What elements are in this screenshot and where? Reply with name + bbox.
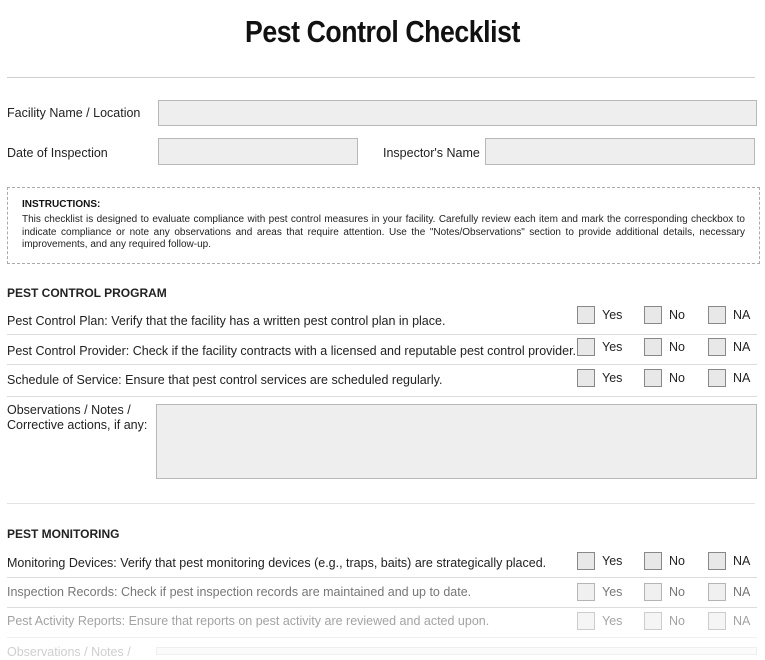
section-title: PEST MONITORING <box>7 527 120 541</box>
no-checkbox[interactable] <box>644 369 662 387</box>
section-title: PEST CONTROL PROGRAM <box>7 286 167 300</box>
notes-label: Observations / Notes / <box>7 645 131 659</box>
section-divider <box>7 503 755 504</box>
row-divider <box>7 396 757 397</box>
na-label: NA <box>733 585 751 599</box>
date-label: Date of Inspection <box>7 146 108 160</box>
yes-label: Yes <box>602 371 623 385</box>
no-label: No <box>669 585 685 599</box>
na-checkbox[interactable] <box>708 338 726 356</box>
yes-label: Yes <box>602 585 623 599</box>
checklist-question: Pest Activity Reports: Ensure that reports on pest activity are reviewed and acted upon. <box>7 614 490 628</box>
yes-checkbox[interactable] <box>577 583 595 601</box>
yes-label: Yes <box>602 614 623 628</box>
no-label: No <box>669 371 685 385</box>
notes-textarea[interactable] <box>156 404 757 479</box>
yes-checkbox[interactable] <box>577 612 595 630</box>
no-checkbox[interactable] <box>644 612 662 630</box>
row-divider <box>7 637 757 638</box>
checklist-row <box>7 583 757 613</box>
no-label: No <box>669 308 685 322</box>
notes-label: Observations / Notes / Corrective actions, if any: <box>7 403 148 432</box>
facility-label: Facility Name / Location <box>7 106 141 120</box>
page-title: Pest Control Checklist <box>245 14 520 49</box>
yes-checkbox[interactable] <box>577 338 595 356</box>
na-label: NA <box>733 554 751 568</box>
na-checkbox[interactable] <box>708 306 726 324</box>
notes-textarea[interactable] <box>156 647 757 655</box>
na-checkbox[interactable] <box>708 369 726 387</box>
checklist-question: Schedule of Service: Ensure that pest control services are scheduled regularly. <box>7 373 443 387</box>
row-divider <box>7 607 757 608</box>
inspector-input[interactable] <box>485 138 755 165</box>
instructions-heading: INSTRUCTIONS: <box>22 199 101 210</box>
no-checkbox[interactable] <box>644 583 662 601</box>
yes-label: Yes <box>602 308 623 322</box>
no-label: No <box>669 340 685 354</box>
checklist-question: Pest Control Plan: Verify that the facility has a written pest control plan in place. <box>7 314 446 328</box>
checklist-question: Pest Control Provider: Check if the facility contracts with a licensed and reputable pest control provider. <box>7 344 577 358</box>
no-checkbox[interactable] <box>644 552 662 570</box>
checklist-row <box>7 306 757 336</box>
na-label: NA <box>733 340 751 354</box>
date-input[interactable] <box>158 138 358 165</box>
na-label: NA <box>733 308 751 322</box>
instructions-text: This checklist is designed to evaluate compliance with pest control measures in your facility. Carefully review each item and mark the corresponding checkbox to indicate compliance or note any observations and areas that require attention. Use the "Notes/Observations" section to provide additional details, necessary improvements, and any required follow-up. <box>22 214 745 250</box>
row-divider <box>7 334 757 335</box>
no-checkbox[interactable] <box>644 338 662 356</box>
yes-label: Yes <box>602 554 623 568</box>
row-divider <box>7 364 757 365</box>
yes-checkbox[interactable] <box>577 369 595 387</box>
checklist-question: Inspection Records: Check if pest inspection records are maintained and up to date. <box>7 585 472 599</box>
instructions-box <box>7 187 760 264</box>
na-label: NA <box>733 371 751 385</box>
na-label: NA <box>733 614 751 628</box>
no-label: No <box>669 554 685 568</box>
na-checkbox[interactable] <box>708 583 726 601</box>
na-checkbox[interactable] <box>708 612 726 630</box>
yes-checkbox[interactable] <box>577 552 595 570</box>
no-label: No <box>669 614 685 628</box>
row-divider <box>7 577 757 578</box>
checklist-question: Monitoring Devices: Verify that pest monitoring devices (e.g., traps, baits) are strategically placed. <box>7 556 547 570</box>
inspector-label: Inspector's Name <box>383 146 480 160</box>
checklist-row <box>7 369 757 399</box>
facility-input[interactable] <box>158 100 757 126</box>
divider <box>7 77 755 78</box>
yes-label: Yes <box>602 340 623 354</box>
yes-checkbox[interactable] <box>577 306 595 324</box>
na-checkbox[interactable] <box>708 552 726 570</box>
no-checkbox[interactable] <box>644 306 662 324</box>
